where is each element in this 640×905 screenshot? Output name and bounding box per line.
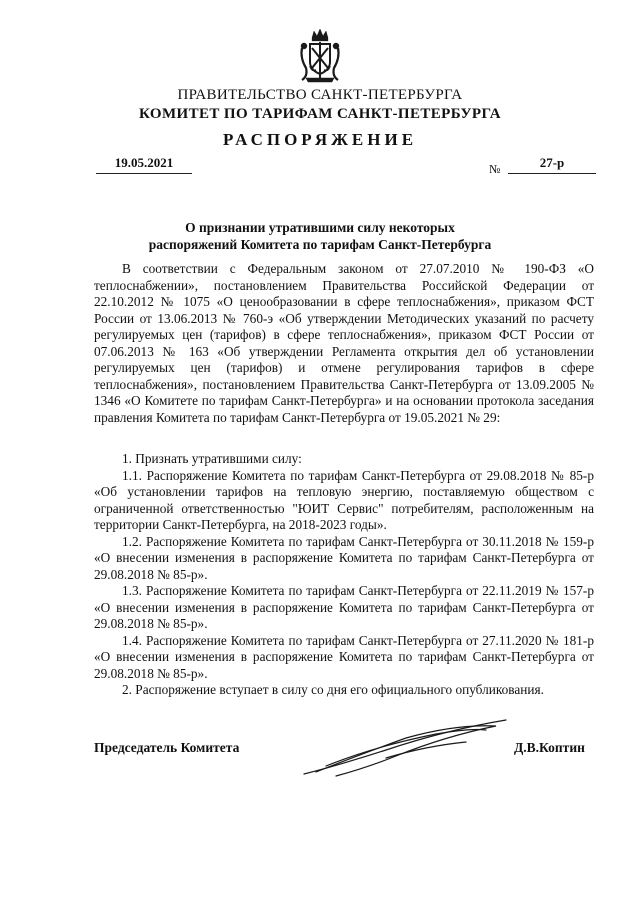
item-2: 2. Распоряжение вступает в силу со дня его официального опубликования. — [122, 682, 544, 697]
decision-items — [94, 451, 594, 699]
coat-of-arms-icon — [298, 28, 342, 84]
item-1-2: 1.2. Распоряжение Комитета по тарифам Санкт-Петербурга от 30.11.2018 № 159-р «О внесении изменения в распоряжение Комитета по тарифам Санкт-Петербурга от 29.08.2018 № 85-р». — [94, 533, 594, 582]
item-1: 1. Признать утратившими силу: — [122, 451, 302, 466]
signatory-position: Председатель Комитета — [94, 740, 240, 755]
document-number: 27-р — [508, 155, 596, 174]
document-title — [0, 219, 640, 253]
government-header: ПРАВИТЕЛЬСТВО САНКТ-ПЕТЕРБУРГА — [177, 87, 463, 103]
preamble-text: В соответствии с Федеральным законом от 27.07.2010 № 190-ФЗ «О теплоснабжении», постановлением Правительства Российской Федерации от 22.10.2012 № 1075 «О ценообразовании в сфере теплоснабжения», приказом ФСТ России от 13.06.2013 № 760-э «Об утверждении Методических указаний по расчету регулируемых цен (тарифов) в сфере теплоснабжения», приказом ФСТ России от 07.06.2013 № 163 «Об утверждении Регламента открытия дел об установлении регулируемых цен (тарифов) и отмене регулирования тарифов в сфере теплоснабжения», постановлением Правительства Санкт-Петербурга от 13.09.2005 № 1346 «О Комитете по тарифам Санкт-Петербурга» и на основании протокола заседания правления Комитета по тарифам Санкт-Петербурга от 19.05.2021 № 29: — [94, 261, 594, 425]
committee-header: КОМИТЕТ ПО ТАРИФАМ САНКТ-ПЕТЕРБУРГА — [138, 106, 502, 122]
title-line-2: распоряжений Комитета по тарифам Санкт-Петербурга — [148, 237, 492, 252]
document-type-heading: РАСПОРЯЖЕНИЕ — [222, 130, 418, 149]
handwritten-signature-icon — [296, 716, 516, 786]
number-sign: № — [489, 162, 501, 176]
signatory-name: Д.В.Коптин — [514, 740, 585, 755]
item-1-3: 1.3. Распоряжение Комитета по тарифам Санкт-Петербурга от 22.11.2019 № 157-р «О внесении изменения в распоряжение Комитета по тарифам Санкт-Петербурга от 29.08.2018 № 85-р». — [94, 583, 594, 631]
document-date: 19.05.2021 — [96, 155, 192, 174]
preamble-paragraph — [94, 261, 594, 426]
title-line-1: О признании утратившими силу некоторых — [185, 220, 455, 235]
item-1-4: 1.4. Распоряжение Комитета по тарифам Санкт-Петербурга от 27.11.2020 № 181-р «О внесении изменения в распоряжение Комитета по тарифам Санкт-Петербурга от 29.08.2018 № 85-р». — [94, 632, 594, 681]
item-1-1: 1.1. Распоряжение Комитета по тарифам Санкт-Петербурга от 29.08.2018 № 85-р «Об установлении тарифов на тепловую энергию, поставляемую обществом с ограниченной ответственностью "ЮИТ Сервис" потребителям, расположенным на территории Санкт-Петербурга, на 2018-2023 годы». — [94, 467, 594, 532]
